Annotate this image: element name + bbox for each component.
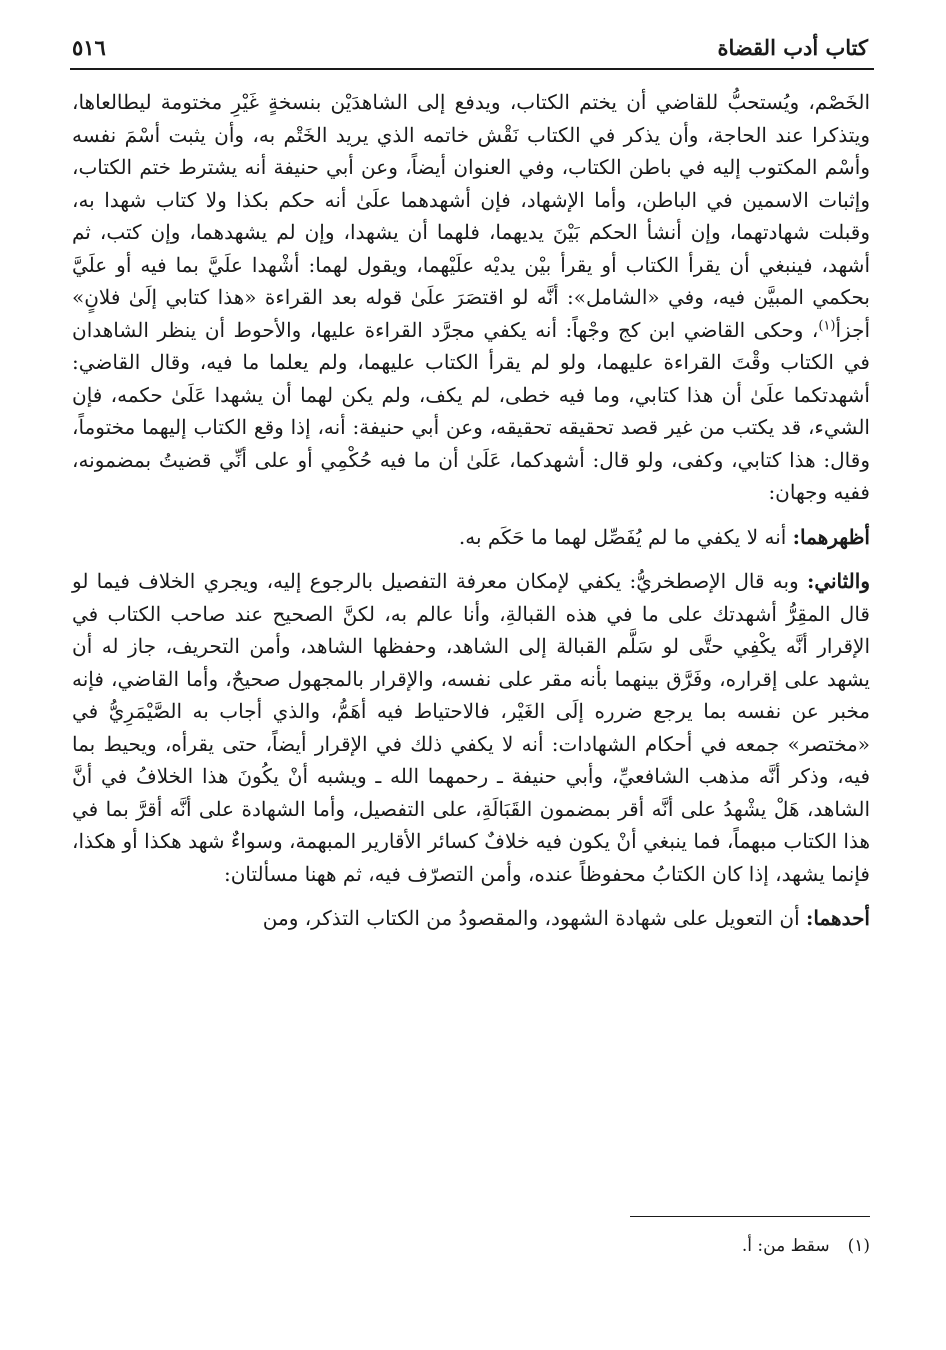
paragraph-2-lead: أظهرهما: — [792, 524, 870, 549]
footnote-marker: (١) — [847, 1236, 870, 1256]
paragraph-1-continuation: ، وحكى القاضي ابن كج وجْهاً: أنه يكفي مجرَّد القراءة عليها، والأحوط أن ينظر الشاهدان في الكتاب وقْتَ القراءة عليهما، ولو لم يقرأ الكتاب عليهما، ولم يعلما ما فيه، وقال القاضي: أشهدتكما علَىٰ أن هذا كتابي، وما فيه خطى، لم يكف، ولم يكن لهما أن يشهدا عَلَىٰ حكمه، فإن الشيء، قد يكتب من غير قصد تحقيقه تحقيقه، وعن أبي حنيفة: أنه، إذا وقع الكتاب إليهما مختوماً، وقال: هذا كتابي، وكفى، ولو قال: أشهدكما، عَلَىٰ أن ما فيه حُكْمِي أو على أنِّي قضيتُ بمضمونه، ففيه وجهان: — [72, 317, 870, 504]
paragraph-1 — [72, 86, 870, 509]
paragraph-4-text: أن التعويل على شهادة الشهود، والمقصودُ من الكتاب التذكر، ومن — [262, 906, 806, 930]
footnote-text: سقط من: أ. — [741, 1236, 830, 1256]
paragraph-2-text: أنه لا يكفي ما لم يُفَصِّل لهما ما حَكَم به. — [458, 524, 793, 549]
paragraph-3-lead: والثاني: — [806, 569, 870, 593]
paragraph-4-lead: أحدهما: — [805, 906, 870, 930]
header-rule — [70, 68, 874, 70]
footnote — [72, 1236, 870, 1256]
paragraph-1-text: الخَصْم، ويُستحبُّ للقاضي أن يختم الكتاب، ويدفع إلى الشاهدَيْن بنسخةٍ غَيْرِ مختومة ليطالعاها، ويتذكرا عند الحاجة، وأن يذكر في الكتاب نَقْش خاتمه الذي يريد الخَتْم به، وأن يثبت أسْمَ نفسه وأسْم المكتوب إليه في باطن الكتاب، وفي العنوان أيضاً، وعن أبي حنيفة أنه يشترط ختم الكتاب، وإثبات الاسمين في الباطن، وأما الإشهاد، فإن أشهدهما علَىٰ أنه حكم بكذا ولا كتاب شهدا به، وقبلت شهادتهما، وإن أنشأ الحكم بَيْنَ يديهما، فلهما أن يشهدا، وإن لم يشهدهما، وإن كتب، ثم أشهد، فينبغي أن يقرأ الكتاب أو يقرأ بيْن يديْه علَيْهما، ويقول لهما: أشْهدا علَيَّ بما فيه أو علَيَّ بحكمي المبيَّن فيه، وفي «الشامل»: أنَّه لو اقتصَرَ علَىٰ قوله بعد القراءة «هذا كتابي إلَىٰ فلانٍ» أجزأ — [72, 90, 870, 342]
paragraph-4 — [72, 902, 870, 935]
footnote-reference: (١) — [818, 317, 836, 333]
book-title: كتاب أدب القضاة — [717, 34, 868, 60]
paragraph-2 — [72, 521, 870, 554]
paragraph-3 — [72, 565, 870, 890]
main-text — [72, 86, 870, 935]
paragraph-3-text: وبه قال الإصطخريُّ: يكفي لإمكان معرفة التفصيل بالرجوع إليه، ويجري الخلاف فيما لو قال المقِرُّ أشهدتك على ما في هذه القبالةِ، وأنا عالم به، لكنَّ الصحيح عند صاحب الكتاب في الإقرار أنَّه يكْفِي حتَّى لو سَلَّم القبالة إلى الشاهد، وحفظها الشاهد، وأمن التحريف، جاز له أن يشهد على إقراره، وفَرَّق بينهما بأنه مقر على نفسه، والإقرار بالمجهول صحيحٌ، وأما القاضي، فإنه مخبر عن نفسه بما يرجع ضرره إلَى الغَيْر، فالاحتياط فيه أهَمُّ، والذي أجاب به الصَّيْمَرِيُّ في «مختصر» جمعه في أحكام الشهادات: أنه لا يكفي ذلك في الإقرار أيضاً، حتى يقرأه، ويحيط بما فيه، وذكر أنَّه مذهب الشافعيِّ، وأبي حنيفة ـ رحمهما الله ـ ويشبه أنْ يكُونَ هذا الخلافُ في أنَّ الشاهد، هَلْ يشْهدُ على أنَّه أقر بمضمون القَبَالَةِ، على التفصيل، وأما الشهادة على أنَّه أقرَّ بما في هذا الكتاب مبهماً، فما ينبغي أنْ يكون فيه خلافٌ كسائر الأقارير المبهمة، وسواءٌ شهد هكذا أو هكذا، فإنما يشهد، إذا كان الكتابُ محفوظاً عنده، وأمن التصرّف فيه، ثم ههنا مسألتان: — [72, 569, 870, 886]
page-number: ٥١٦ — [72, 34, 106, 60]
footnote-rule — [630, 1216, 870, 1217]
running-head — [72, 32, 868, 62]
